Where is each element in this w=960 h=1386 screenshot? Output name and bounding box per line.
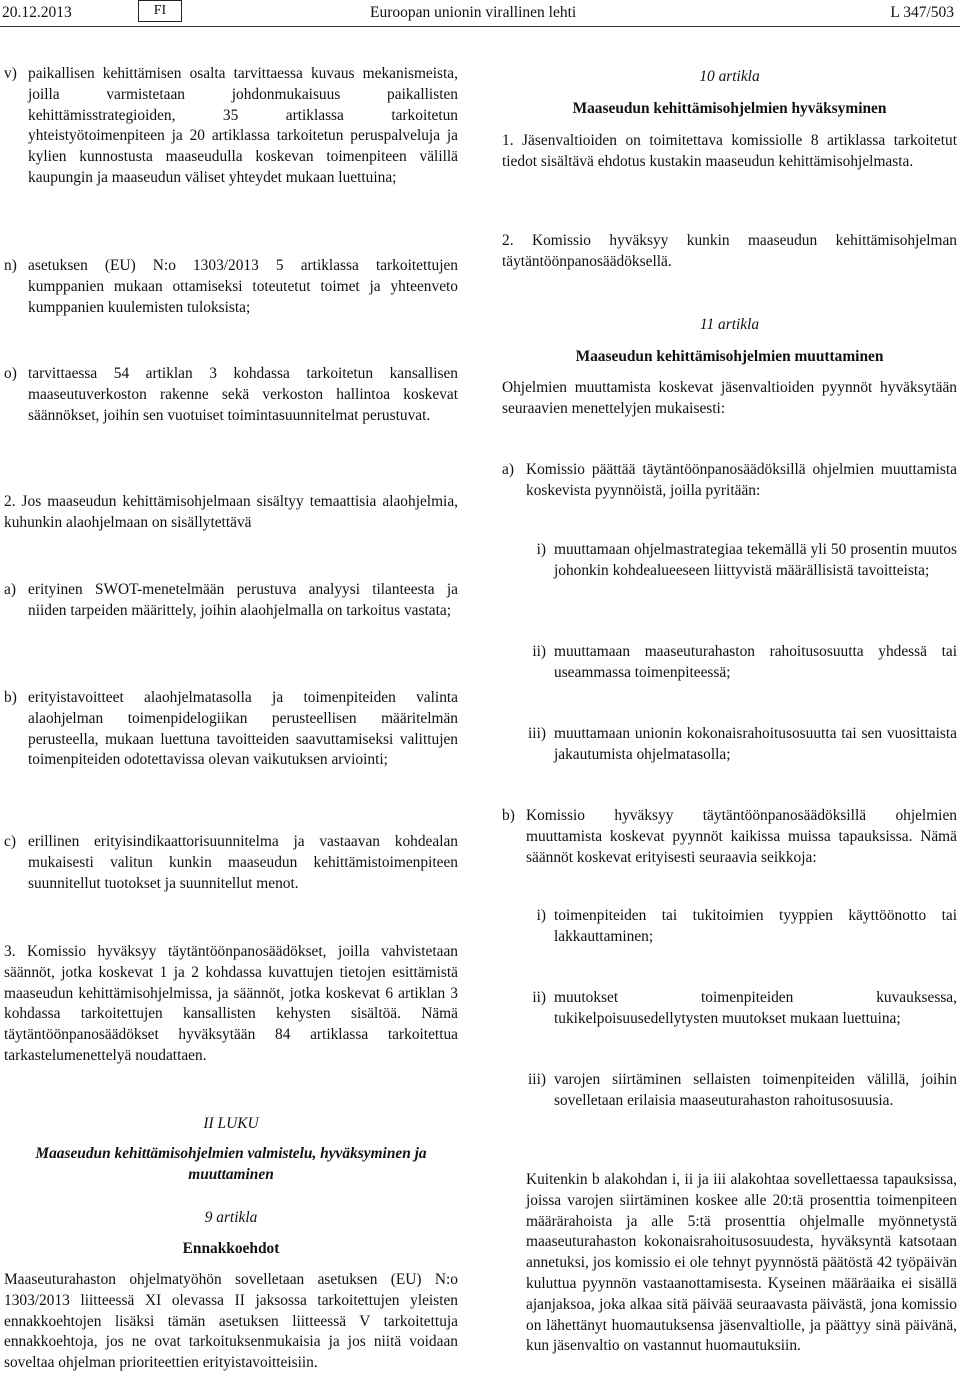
journal-title: Euroopan unionin virallinen lehti: [370, 4, 577, 21]
article-9-label: 9 artikla: [204, 1209, 258, 1226]
article-10-paragraph-2: 2. Komissio hyväksyy kunkin maaseudun kehittämisohjelman täytäntöönpanosäädöksellä.: [502, 232, 957, 270]
item-text: erityinen SWOT-menetelmään perustuva analyysi tilanteesta ja niiden tarpeiden määrittely, joihin alaohjelmalla on tarkoitus vastata;: [28, 581, 458, 619]
list-item-o: [4, 364, 458, 426]
article-10-title: Maaseudun kehittämisohjelmien hyväksyminen: [572, 100, 887, 117]
item-label: v): [4, 65, 17, 82]
list-item-a: [502, 460, 957, 502]
item-text: Komissio hyväksyy täytäntöönpanosäädöksillä ohjelmien muuttamista koskevat pyynnöt kaikissa muissa tapauksissa. Nämä säännöt koskevat erityisesti seuraavia seikkoja:: [526, 807, 957, 866]
sub-item-a-iii: [502, 724, 957, 766]
item-label: ii): [532, 989, 546, 1006]
list-item-a: [4, 580, 458, 622]
item-text: paikallisen kehittämisen osalta tarvittaessa kuvaus mekanismeista, joilla varmistetaan johdonmukaisuus paikallisten kehittämisstrategioiden, 35 artiklassa tarkoitetun yhteistyötoimenpiteen ja 20 artiklassa tarkoitetun peruspalveluja ja kylien kunnostusta maaseudulla koskevan toimenpiteen välillä kaupungin ja maaseudun väliset yhteydet mukaan luettuina;: [28, 65, 458, 186]
language-badge: FI: [138, 0, 182, 22]
item-label: a): [4, 581, 16, 598]
sub-item-b-ii: [502, 988, 957, 1030]
item-text: varojen siirtäminen sellaisten toimenpiteiden välillä, joihin sovelletaan erilaisia maaseuturahaston rahoitusosuusia.: [554, 1071, 957, 1109]
item-label: n): [4, 257, 17, 274]
item-label: b): [502, 807, 515, 824]
item-label: i): [536, 907, 546, 924]
article-10-paragraph-1: 1. Jäsenvaltioiden on toimitettava komissiolle 8 artiklassa tarkoitetut tiedot sisältävä ehdotus kustakin maaseudun kehittämisohjelmasta.: [502, 132, 957, 170]
item-label: b): [4, 689, 17, 706]
item-text: muuttamaan unionin kokonaisrahoitusosuutta tai sen vuosittaista jakautumista ohjelmatasolla;: [554, 725, 957, 763]
list-item-c: [4, 832, 458, 894]
item-text: muuttamaan maaseuturahaston rahoitusosuutta yhdessä tai useammassa toimenpiteessä;: [554, 643, 957, 681]
item-text: erityistavoitteet alaohjelmatasolla ja toimenpiteiden valinta alaohjelman toimenpidelogiikan perusteellisen määritelmän perusteella, mukaan luettuna tavoitteiden saavuttamiseksi valittujen toimenpiteiden odotettavissa olevan vaikutuksen arviointi;: [28, 689, 458, 769]
chapter-label: II LUKU: [203, 1115, 259, 1132]
item-text: muuttamaan ohjelmastrategiaa tekemällä yli 50 prosentin muutos johonkin kohdealueeseen liittyvistä määrällisistä tavoitteista;: [554, 541, 957, 579]
article-11-intro: Ohjelmien muuttamista koskevat jäsenvaltioiden pyynnöt hyväksytään seuraavien menettelyjen mukaisesti:: [502, 379, 957, 417]
item-label: c): [4, 833, 16, 850]
item-label: iii): [528, 1071, 546, 1088]
item-label: ii): [532, 643, 546, 660]
article-10-label: 10 artikla: [699, 68, 760, 85]
item-text: toimenpiteiden tai tukitoimien tyyppien käyttöönotto tai lakkauttaminen;: [554, 907, 957, 945]
sub-item-b-iii: [502, 1070, 957, 1112]
item-text: muutokset toimenpiteiden kuvauksessa, tukikelpoisuusedellytysten muutokset mukaan luettuina;: [554, 989, 957, 1027]
item-text: tarvittaessa 54 artiklan 3 kohdassa tarkoitetun kansallisen maaseutuverkoston rakenne sekä verkoston hallintoa koskevat säännökset, joihin sen vuotuiset toimintasuunnitelmat perustuvat.: [28, 365, 458, 424]
sub-item-b-i: [502, 906, 957, 948]
list-item-v: [4, 64, 458, 189]
list-item-b: [502, 806, 957, 868]
chapter-title: Maaseudun kehittämisohjelmien valmistelu, hyväksyminen ja muuttaminen: [35, 1145, 427, 1183]
list-item-n: [4, 256, 458, 318]
list-item-b: [4, 688, 458, 771]
sub-item-a-i: [502, 540, 957, 582]
page-header: [0, 0, 960, 26]
publication-date: 20.12.2013: [2, 4, 72, 21]
item-text: Komissio päättää täytäntöönpanosäädöksillä ohjelmien muuttamista koskevista pyynnöistä, joilla pyritään:: [526, 461, 957, 499]
paragraph-3: 3. Komissio hyväksyy täytäntöönpanosäädökset, joilla vahvistetaan säännöt, jotka koskevat 1 ja 2 kohdassa kuvattujen tietojen esittämistä maaseudun kehittämisohjelmissa, ja säännöt, jotka koskevat 6 artiklan 3 kohdassa tarkoitettujen kansallisten kehysten sisältöä. Nämä täytäntöönpanosäädökset hyväksytään 84 artiklassa tarkoitettua tarkastelumenettelyä noudattaen.: [4, 943, 458, 1064]
article-11-label: 11 artikla: [699, 316, 760, 333]
item-label: iii): [528, 725, 546, 742]
article-11-title: Maaseudun kehittämisohjelmien muuttaminen: [575, 348, 884, 365]
item-text: asetuksen (EU) N:o 1303/2013 5 artiklassa tarkoitettujen kumppanien mukaan ottamiseksi toteutetut toimet ja yhteenveto kumppanien kuulemisten tuloksista;: [28, 257, 458, 316]
article-9-title: Ennakkoehdot: [182, 1240, 280, 1257]
final-paragraph: Kuitenkin b alakohdan i, ii ja iii alakohtaa sovellettaessa tapauksissa, joissa varojen siirtäminen koskee alle 20:tä prosenttia toimenpiteen määrärahoista ja alle 5:tä prosenttia ohjelmalle myönnetystä maaseuturahaston kokonaisrahoitusosuudesta, hyväksyntä katsotaan annetuksi, jos komissio ei ole tehnyt pyynnöstä päätöstä 42 työpäivän kuluttua pyynnön vastaanottamisesta. Kyseinen määräaika ei sisällä ajanjaksoa, joka alkaa sitä päivää seuraavasta päivästä, jona komissio on lähettänyt huomautuksensa jäsenvaltiolle, ja päättyy sinä päivänä, kun jäsenvaltio on vastannut huomautuksiin.: [526, 1171, 957, 1355]
header-rule: [0, 26, 960, 27]
page-number: L 347/503: [890, 4, 954, 21]
item-label: i): [536, 541, 546, 558]
article-9-text: Maaseuturahaston ohjelmatyöhön sovelletaan asetuksen (EU) N:o 1303/2013 liitteessä XI olevassa II jaksossa tarkoitettujen yleisten ennakkoehtojen lisäksi tämän asetuksen liitteessä V tarkoitettuja ennakkoehtoja, jos ne ovat tarkoituksenmukaisia ja jos niitä voidaan soveltaa ohjelman prioriteettien erityistavoitteisiin.: [4, 1271, 458, 1372]
item-text: erillinen erityisindikaattorisuunnitelma ja vastaavan kohdealan mukaisesti valitun kunkin maaseudun kehittämistoimenpiteen suunnitellut tuotokset ja suunnitellut menot.: [28, 833, 458, 892]
item-label: o): [4, 365, 17, 382]
sub-item-a-ii: [502, 642, 957, 684]
paragraph-2: 2. Jos maaseudun kehittämisohjelmaan sisältyy temaattisia alaohjelmia, kuhunkin alaohjelmaan on sisällytettävä: [4, 493, 458, 531]
item-label: a): [502, 461, 514, 478]
